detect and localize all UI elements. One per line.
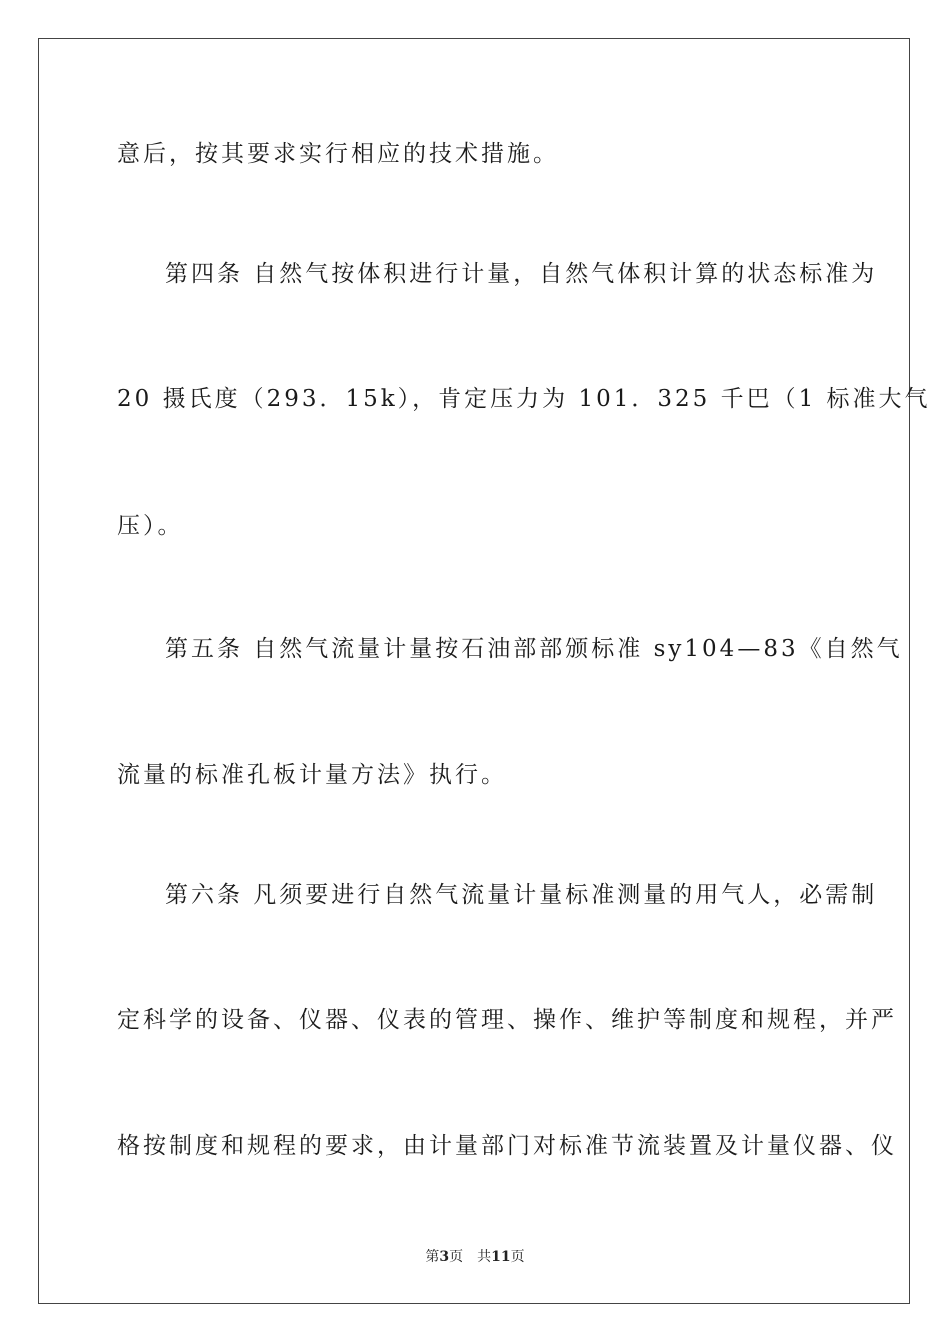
total-suffix: 页 xyxy=(510,1249,525,1265)
text-line-article-4: 第四条 自然气按体积进行计量，自然气体积计算的状态标准为 xyxy=(165,261,878,287)
text-line: 20 摄氏度（293．15k），肯定压力为 101．325 千巴（1 标准大气 xyxy=(117,386,931,412)
total-prefix: 共 xyxy=(477,1249,492,1265)
text-line: 意后，按其要求实行相应的技术措施。 xyxy=(117,141,559,167)
text-line: 定科学的设备、仪器、仪表的管理、操作、维护等制度和规程，并严 xyxy=(117,1007,897,1033)
total-pages: 11 xyxy=(491,1249,511,1265)
page-number: 3 xyxy=(439,1249,450,1265)
text-line: 压）。 xyxy=(117,513,184,539)
text-line: 格按制度和规程的要求，由计量部门对标准节流装置及计量仪器、仪 xyxy=(117,1133,897,1159)
text-line-article-6: 第六条 凡须要进行自然气流量计量标准测量的用气人，必需制 xyxy=(165,882,878,908)
text-line: 流量的标准孔板计量方法》执行。 xyxy=(117,762,507,788)
text-line-article-5: 第五条 自然气流量计量按石油部部颁标准 sy104—83《自然气 xyxy=(165,636,903,662)
page-prefix: 第 xyxy=(425,1249,440,1265)
page-footer xyxy=(0,1247,950,1267)
page-suffix: 页 xyxy=(449,1249,464,1265)
page-border xyxy=(38,38,931,1304)
